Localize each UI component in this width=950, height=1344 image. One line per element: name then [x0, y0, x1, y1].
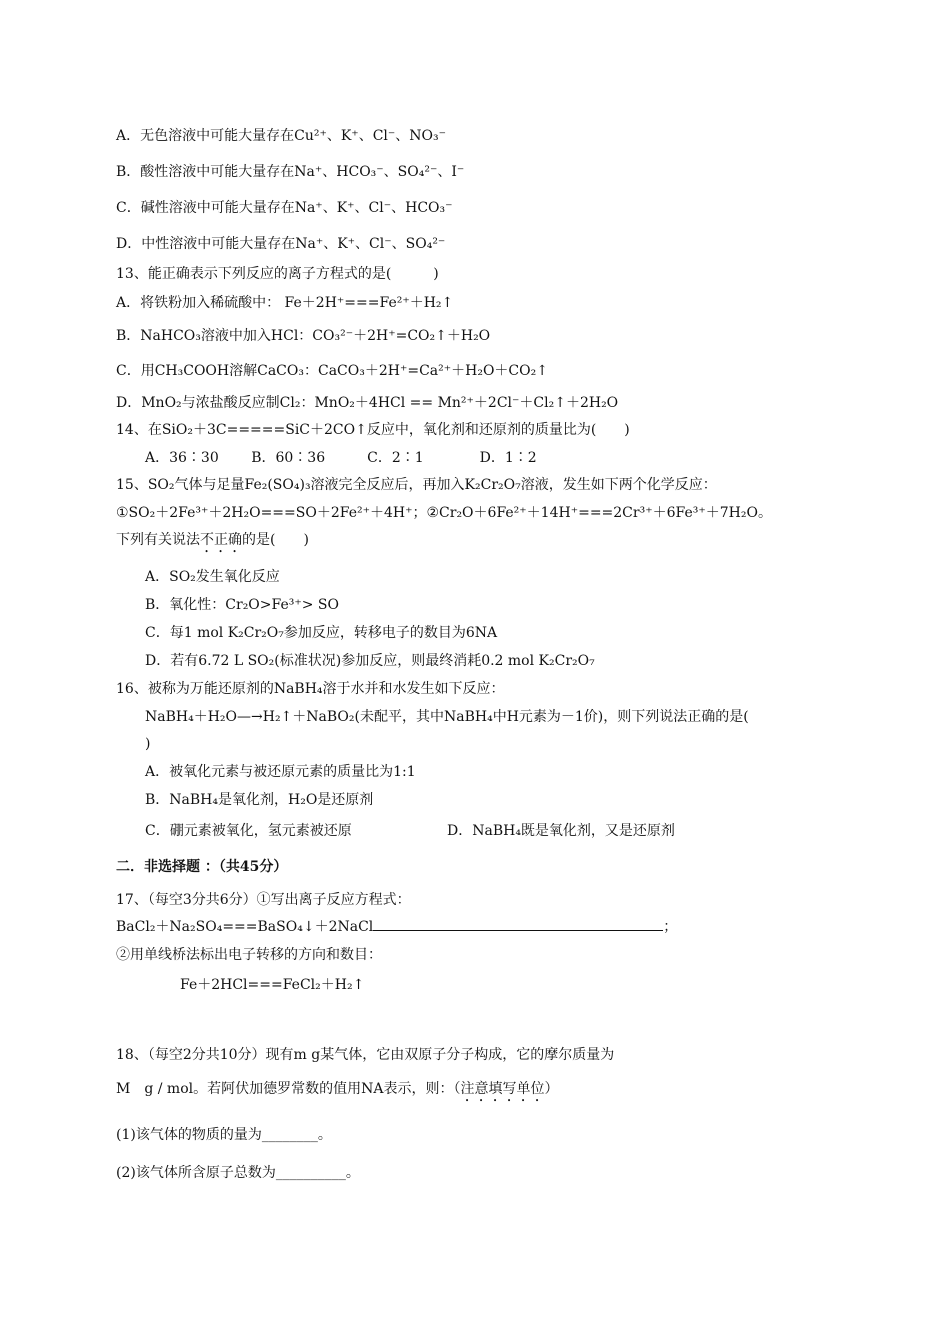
q18-stem-suffix: ）	[544, 1081, 559, 1097]
q12-option-a: A．无色溶液中可能大量存在Cu²⁺、K⁺、Cl⁻、NO₃⁻	[116, 128, 446, 144]
q17-semicolon: ；	[663, 919, 678, 935]
q14-options: A．36∶30 B．60∶36 C．2∶1 D．1∶2	[145, 450, 537, 466]
q15-stem-line2: ①SO₂＋2Fe³⁺＋2H₂O===SO＋2Fe²⁺＋4H⁺；②Cr₂O＋6Fe²⁺＋14H⁺===2Cr³⁺＋6Fe³⁺＋7H₂O。	[116, 505, 772, 521]
q12-option-d: D．中性溶液中可能大量存在Na⁺、K⁺、Cl⁻、SO₄²⁻	[116, 236, 446, 252]
q18-emphasis: 注意填写单位	[460, 1081, 545, 1097]
q16-stem: 16、被称为万能还原剂的NaBH₄溶于水并和水发生如下反应：	[116, 681, 505, 697]
q15-option-c: C．每1 mol K₂Cr₂O₇参加反应，转移电子的数目为6NA	[145, 625, 498, 641]
q18-part1	[116, 1126, 332, 1144]
q16-option-d: D．NaBH₄既是氧化剂，又是还原剂	[447, 823, 675, 839]
q15-stem-line1: 15、SO₂气体与足量Fe₂(SO₄)₃溶液完全反应后，再加入K₂Cr₂O₇溶液，发生如下两个化学反应：	[116, 477, 717, 493]
q13-option-a: A．将铁粉加入稀硫酸中： Fe＋2H⁺===Fe²⁺＋H₂↑	[116, 295, 454, 311]
q15-stem-prefix: 下列有关说法	[116, 532, 200, 548]
q15-emphasis: 不正确	[200, 532, 242, 548]
q18-stem-prefix: M g / mol。若阿伏加德罗常数的值用NA表示，则：（	[116, 1081, 461, 1097]
q18-part2-blank[interactable]: __________	[275, 1165, 346, 1181]
q16-equation: NaBH₄＋H₂O—→H₂↑＋NaBO₂(未配平，其中NaBH₄中H元素为－1价)，则下列说法正确的是(	[145, 709, 749, 725]
q14-stem: 14、在SiO₂＋3C=====SiC＋2CO↑反应中，氧化剂和还原剂的质量比为( )	[116, 422, 630, 438]
q18-part2	[116, 1164, 360, 1182]
q17-answer-blank[interactable]	[373, 918, 663, 931]
q18-part2-label: (2)该气体所含原子总数为	[116, 1165, 276, 1181]
q18-part1-blank[interactable]: ________	[261, 1127, 318, 1143]
q15-stem-suffix: 的是( )	[242, 532, 309, 548]
q16-option-c: C．硼元素被氧化，氢元素被还原	[145, 823, 352, 839]
q12-option-c: C．碱性溶液中可能大量存在Na⁺、K⁺、Cl⁻、HCO₃⁻	[116, 200, 453, 216]
q15-option-a: A．SO₂发生氧化反应	[145, 569, 280, 585]
q17-equation2: Fe＋2HCl===FeCl₂＋H₂↑	[180, 977, 365, 993]
q15-option-d: D．若有6.72 L SO₂(标准状况)参加反应，则最终消耗0.2 mol K₂Cr₂O₇	[145, 653, 595, 669]
q13-option-b: B．NaHCO₃溶液中加入HCl：CO₃²⁻＋2H⁺=CO₂↑＋H₂O	[116, 328, 491, 344]
q16-close-paren: )	[145, 736, 151, 752]
q15-option-b: B．氧化性：Cr₂O>Fe³⁺> SO	[145, 597, 339, 613]
q16-option-a: A．被氧化元素与被还原元素的质量比为1:1	[145, 764, 416, 780]
q16-option-b: B．NaBH₄是氧化剂，H₂O是还原剂	[145, 792, 374, 808]
q18-part1-end: 。	[317, 1127, 332, 1143]
q18-stem-line1: 18、（每空2分共10分）现有m g某气体，它由双原子分子构成，它的摩尔质量为	[116, 1047, 615, 1063]
q18-stem-line2	[116, 1080, 558, 1105]
q15-stem-line3	[116, 531, 309, 556]
q13-option-d: D．MnO₂与浓盐酸反应制Cl₂：MnO₂＋4HCl == Mn²⁺＋2Cl⁻＋Cl₂↑＋2H₂O	[116, 395, 619, 411]
q13-option-c: C．用CH₃COOH溶解CaCO₃：CaCO₃＋2H⁺=Ca²⁺＋H₂O＋CO₂↑	[116, 363, 548, 379]
q17-stem: 17、（每空3分共6分）①写出离子反应方程式：	[116, 892, 411, 908]
q18-part1-label: (1)该气体的物质的量为	[116, 1127, 262, 1143]
q18-part2-end: 。	[345, 1165, 360, 1181]
q12-option-b: B．酸性溶液中可能大量存在Na⁺、HCO₃⁻、SO₄²⁻、I⁻	[116, 164, 465, 180]
q17-equation-line	[116, 918, 677, 936]
q17-part2: ②用单线桥法标出电子转移的方向和数目：	[116, 947, 382, 963]
q17-equation: BaCl₂＋Na₂SO₄===BaSO₄↓＋2NaCl	[116, 919, 374, 935]
q13-stem: 13、能正确表示下列反应的离子方程式的是( )	[116, 266, 439, 282]
section-heading: 二．非选择题 ：（共45分）	[116, 859, 288, 875]
